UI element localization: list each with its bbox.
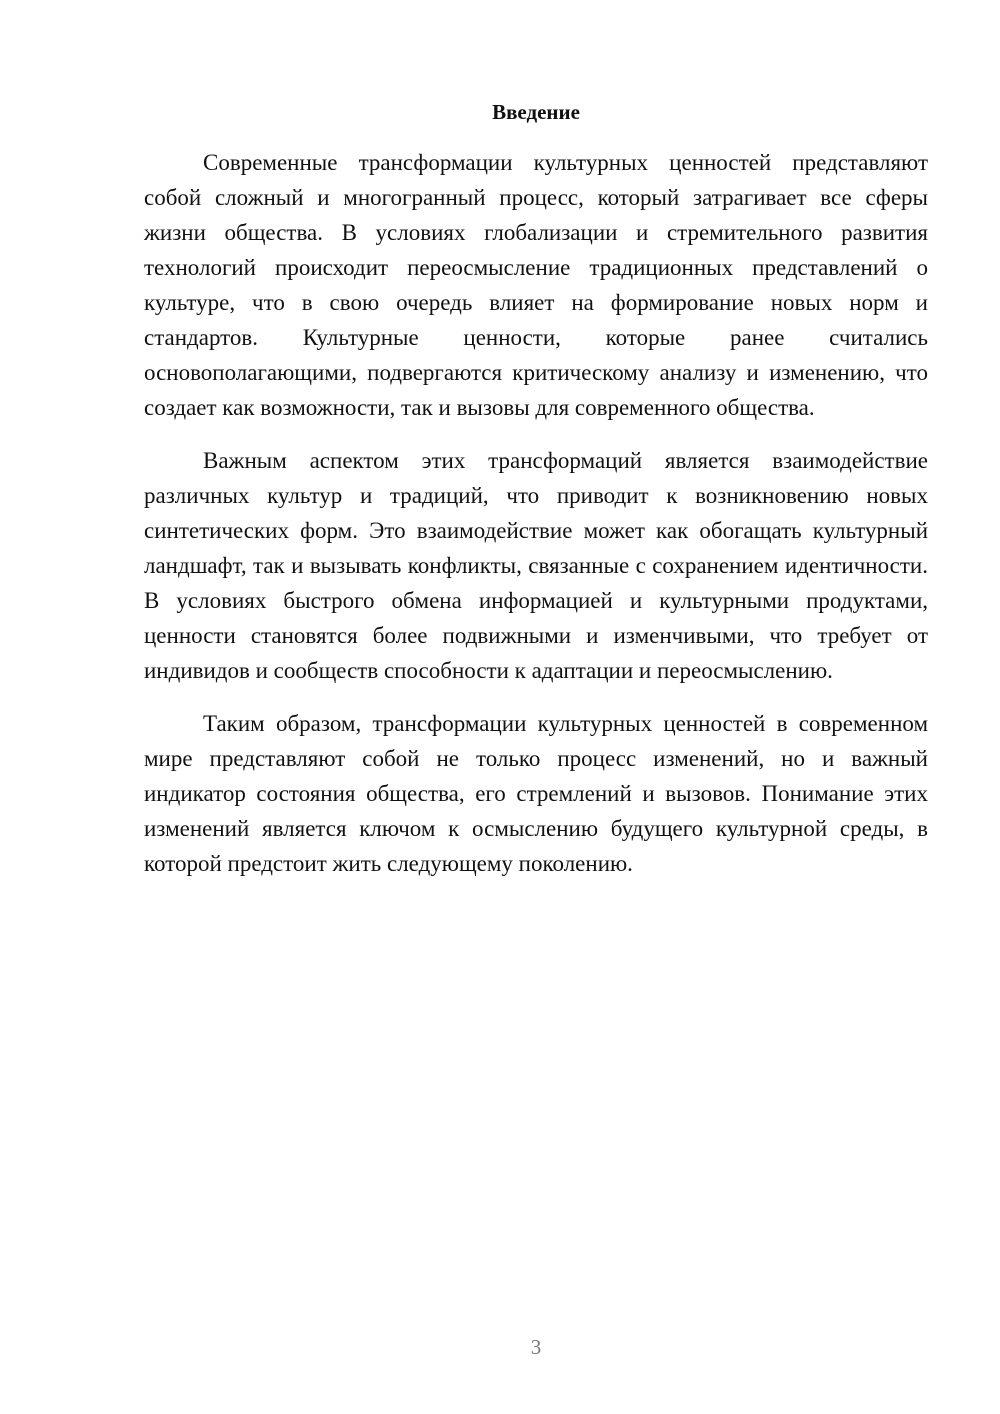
paragraph-1: Современные трансформации культурных ценностей представляют собой сложный и многогранный процесс, который затрагивает все сферы жизни общества. В условиях глобализации и стремительного развития технологий происходит переосмысление традиционных представлений о культуре, что в свою очередь влияет на формирование новых норм и стандартов. Культурные ценности, которые ранее считались основополагающими, подвергаются критическому анализу и изменению, что создает как возможности, так и вызовы для современного общества. [144,150,928,420]
body-text [144,145,928,899]
paragraph-3: Таким образом, трансформации культурных ценностей в современном мире представляют собой не только процесс изменений, но и важный индикатор состояния общества, его стремлений и вызовов. Понимание этих изменений является ключом к осмыслению будущего культурной среды, в которой предстоит жить следующему поколению. [144,711,928,876]
paragraph-2: Важным аспектом этих трансформаций является взаимодействие различных культур и традиций, что приводит к возникновению новых синтетических форм. Это взаимодействие может как обогащать культурный ландшафт, так и вызывать конфликты, связанные с сохранением идентичности. В условиях быстрого обмена информацией и культурными продуктами, ценности становятся более подвижными и изменчивыми, что требует от индивидов и сообществ способности к адаптации и переосмыслению. [144,448,928,683]
page-number: 3 [530,1335,542,1359]
section-title: Введение [492,100,580,124]
